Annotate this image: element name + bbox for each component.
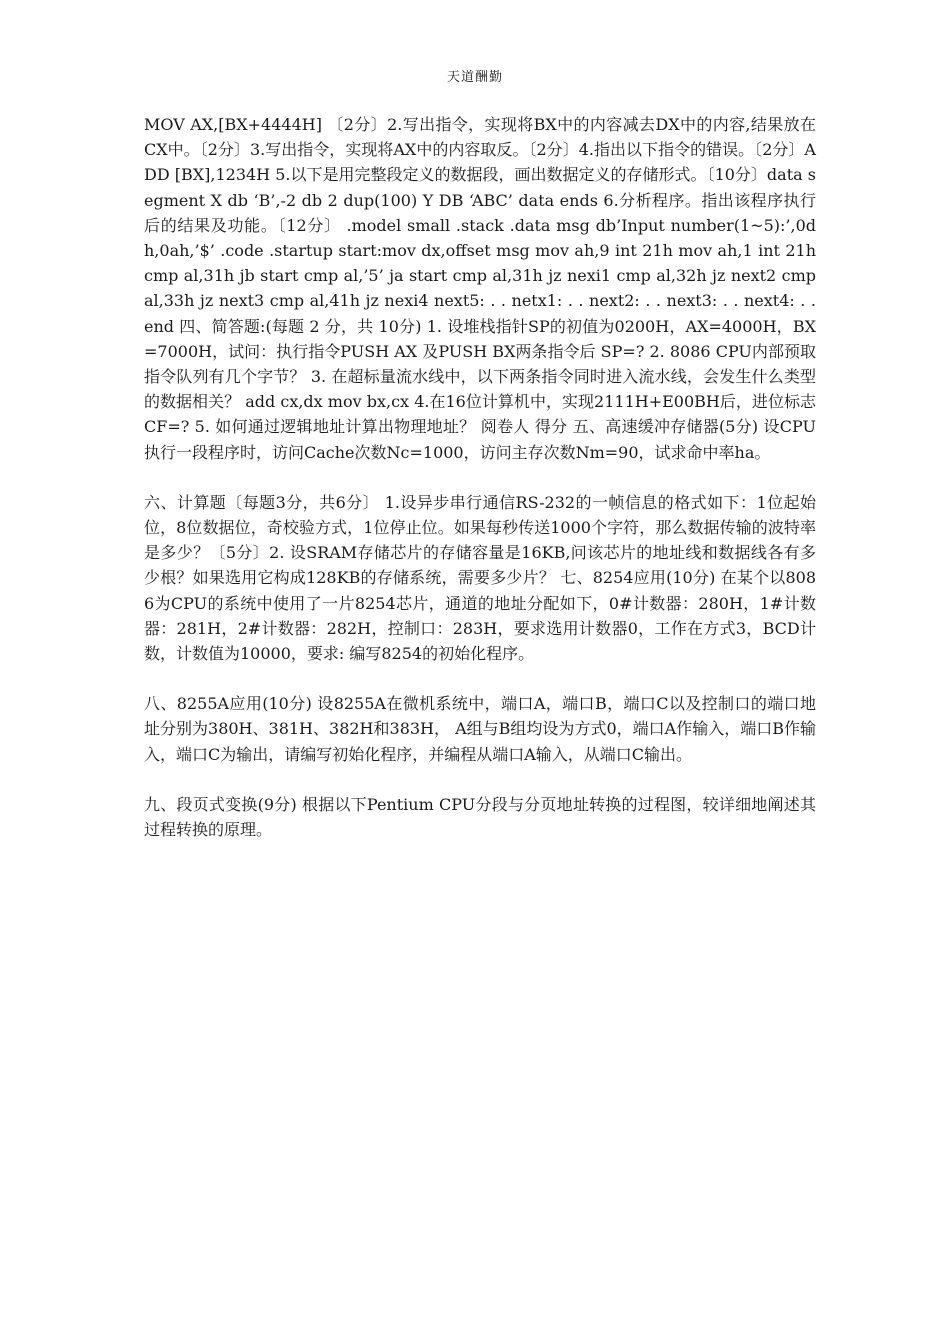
document-body [144,112,816,842]
paragraph-3: 八、8255A应用(10分) 设8255A在微机系统中，端口A，端口B，端口C以及控制口的端口地址分别为380H、381H、382H和383H， A组与B组均设为方式0，端口A作输入，端口B作输入，端口C为输出，请编写初始化程序，并编程从端口A输入，从端口C输出。 [144,694,816,764]
page-header: 天道酬勤 [446,70,503,85]
paragraph-gap [144,767,816,792]
paragraph-gap [144,666,816,691]
paragraph-2: 六、计算题〔每题3分，共6分〕 1.设异步串行通信RS-232的一帧信息的格式如下：1位起始位，8位数据位，奇校验方式，1位停止位。如果每秒传送1000个字符，那么数据传输的波特率是多少？〔5分〕2. 设SRAM存储芯片的存储容量是16KB,问该芯片的地址线和数据线各有多少根？如果选用它构成128KB的存储系统，需要多少片？ 七、8254应用(10分) 在某个以8086为CPU的系统中使用了一片8254芯片，通道的地址分配如下，0#计数器：280H，1#计数器：281H，2#计数器：282H，控制口：283H，要求选用计数器0，工作在方式3，BCD计数，计数值为10000，要求: 编写8254的初始化程序。 [144,492,816,664]
paragraph-1: MOV AX,[BX+4444H] 〔2分〕2.写出指令，实现将BX中的内容减去DX中的内容,结果放在CX中。〔2分〕3.写出指令，实现将AX中的内容取反。〔2分〕4.指出以下指令的错误。〔2分〕ADD [BX],1234H 5.以下是用完整段定义的数据段，画出数据定义的存储形式。〔10分〕data segment X db ‘B’,-2 db 2 dup(100) Y DB ‘ABC’ data ends 6.分析程序。指出该程序执行后的结果及功能。〔12分〕 .model small .stack .data msg db’Input number(1~5):’,0dh,0ah,’$’ .code .startup start:mov dx,offset msg mov ah,9 int 21h mov ah,1 int 21h cmp al,31h jb start cmp al,’5’ ja start cmp al,31h jz nexi1 cmp al,32h jz next2 cmp al,33h jz next3 cmp al,41h jz nexi4 next5: . . netx1: . . next2: . . next3: . . next4: . . end 四、简答题:(每题 2 分，共 10分) 1. 设堆栈指针SP的初值为0200H，AX=4000H，BX=7000H，试问：执行指令PUSH AX 及PUSH BX两条指令后 SP=? 2. 8086 CPU内部预取指令队列有几个字节？ 3. 在超标量流水线中，以下两条指令同时进入流水线，会发生什么类型的数据相关？ add cx,dx mov bx,cx 4.在16位计算机中，实现2111H+E00BH后，进位标志CF=? 5. 如何通过逻辑地址计算出物理地址？ 阅卷人 得分 五、高速缓冲存储器(5分) 设CPU执行一段程序时，访问Cache次数Nc=1000，访问主存次数Nm=90，试求命中率ha。 [144,115,816,462]
paragraph-gap [144,465,816,490]
paragraph-4: 九、段页式变换(9分) 根据以下Pentium CPU分段与分页地址转换的过程图，较详细地阐述其过程转换的原理。 [144,794,816,840]
